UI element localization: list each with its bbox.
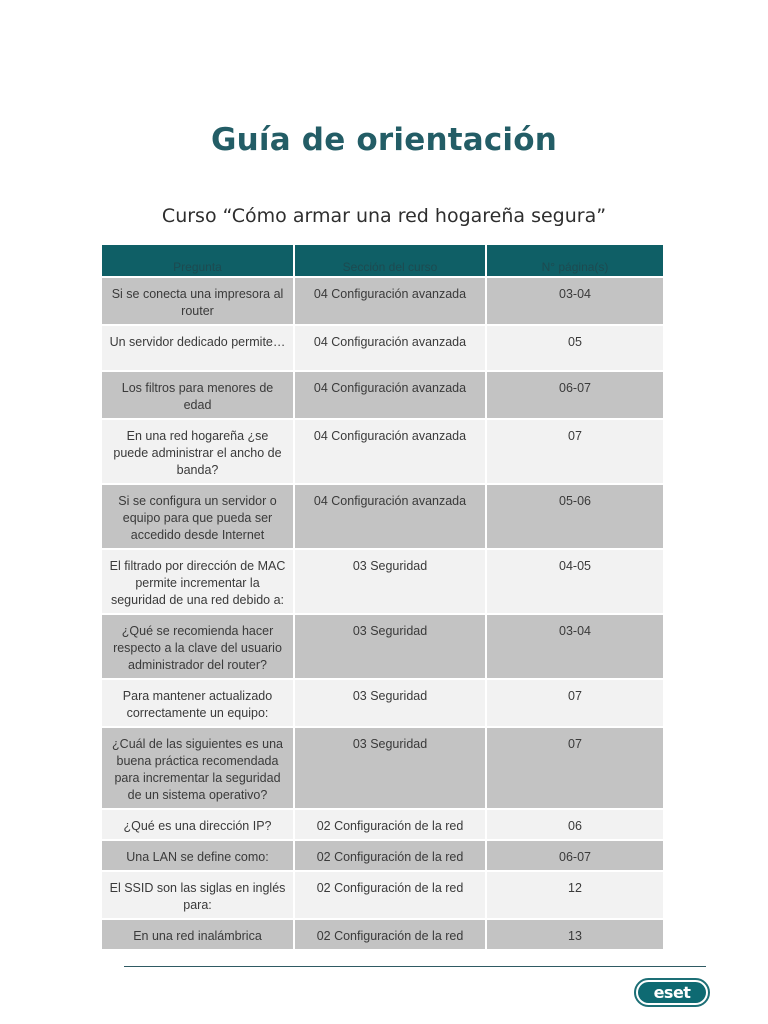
- cell-pregunta: ¿Qué es una dirección IP?: [102, 809, 294, 840]
- page-title: Guía de orientación: [210, 122, 558, 158]
- eset-logo: [634, 978, 710, 1007]
- table-row: [102, 727, 663, 809]
- table-header-row: [102, 245, 663, 277]
- table-row: [102, 679, 663, 727]
- cell-seccion: 02 Configuración de la red: [294, 919, 486, 949]
- cell-seccion: 04 Configuración avanzada: [294, 419, 486, 484]
- cell-pagina: 13: [486, 919, 663, 949]
- header-pregunta: Pregunta: [102, 245, 294, 277]
- cell-pagina: 07: [486, 419, 663, 484]
- cell-pregunta: El filtrado por dirección de MAC permite incrementar la seguridad de una red debido a:: [102, 549, 294, 614]
- cell-pregunta: En una red hogareña ¿se puede administrar el ancho de banda?: [102, 419, 294, 484]
- header-pagina: N° página(s): [486, 245, 663, 277]
- cell-pagina: 07: [486, 727, 663, 809]
- cell-pagina: 07: [486, 679, 663, 727]
- cell-pregunta: Si se configura un servidor o equipo para que pueda ser accedido desde Internet: [102, 484, 294, 549]
- cell-pagina: 03-04: [486, 614, 663, 679]
- footer-divider: [124, 966, 706, 967]
- cell-pagina: 05: [486, 325, 663, 371]
- orientation-table: [102, 245, 663, 949]
- cell-pagina: 12: [486, 871, 663, 919]
- cell-pagina: 03-04: [486, 277, 663, 325]
- eset-logo-wordmark: [643, 984, 701, 1001]
- cell-pregunta: Si se conecta una impresora al router: [102, 277, 294, 325]
- cell-pregunta: ¿Qué se recomienda hacer respecto a la clave del usuario administrador del router?: [102, 614, 294, 679]
- cell-pagina: 04-05: [486, 549, 663, 614]
- table-row: [102, 325, 663, 371]
- table-row: [102, 549, 663, 614]
- course-subtitle: Curso “Cómo armar una red hogareña segura”: [161, 205, 607, 227]
- table-row: [102, 419, 663, 484]
- cell-seccion: 02 Configuración de la red: [294, 809, 486, 840]
- cell-seccion: 03 Seguridad: [294, 679, 486, 727]
- cell-pregunta: Para mantener actualizado correctamente un equipo:: [102, 679, 294, 727]
- cell-pagina: 05-06: [486, 484, 663, 549]
- table-row: [102, 614, 663, 679]
- svg-text:eset: eset: [653, 984, 691, 1001]
- cell-pagina: 06: [486, 809, 663, 840]
- cell-seccion: 03 Seguridad: [294, 549, 486, 614]
- cell-pagina: 06-07: [486, 840, 663, 871]
- cell-seccion: 04 Configuración avanzada: [294, 371, 486, 419]
- cell-pregunta: Una LAN se define como:: [102, 840, 294, 871]
- table-row: [102, 371, 663, 419]
- cell-seccion: 04 Configuración avanzada: [294, 277, 486, 325]
- cell-pregunta: Un servidor dedicado permite…: [102, 325, 294, 371]
- cell-seccion: 04 Configuración avanzada: [294, 325, 486, 371]
- header-seccion: Sección del curso: [294, 245, 486, 277]
- table-row: [102, 871, 663, 919]
- cell-seccion: 02 Configuración de la red: [294, 840, 486, 871]
- cell-pregunta: En una red inalámbrica: [102, 919, 294, 949]
- table-row: [102, 809, 663, 840]
- cell-pregunta: El SSID son las siglas en inglés para:: [102, 871, 294, 919]
- cell-seccion: 04 Configuración avanzada: [294, 484, 486, 549]
- table-row: [102, 840, 663, 871]
- cell-pregunta: ¿Cuál de las siguientes es una buena práctica recomendada para incrementar la seguridad de un sistema operativo?: [102, 727, 294, 809]
- cell-pagina: 06-07: [486, 371, 663, 419]
- cell-seccion: 03 Seguridad: [294, 727, 486, 809]
- cell-seccion: 03 Seguridad: [294, 614, 486, 679]
- table-row: [102, 919, 663, 949]
- table-row: [102, 484, 663, 549]
- cell-seccion: 02 Configuración de la red: [294, 871, 486, 919]
- table-row: [102, 277, 663, 325]
- cell-pregunta: Los filtros para menores de edad: [102, 371, 294, 419]
